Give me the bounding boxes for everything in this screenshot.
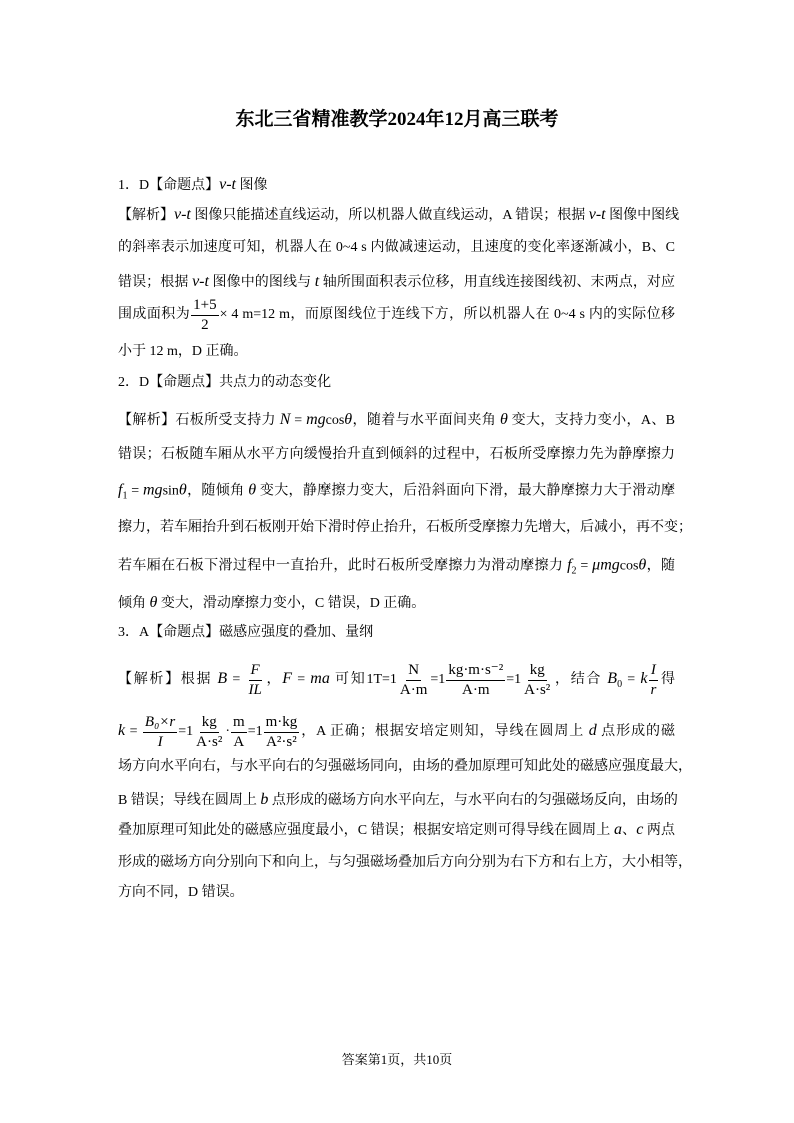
math-fraction [522,662,552,698]
math-fraction [446,662,505,698]
text-run: 叠加原理可知此处的磁感应强度最小，C 错误；根据安培定则可得导线在圆周上 [118,823,614,838]
text-run: 两点 [643,823,675,838]
text-run: 变大，静摩擦力变大，后沿斜面向下滑，最大静摩擦力大于滑动摩 [256,483,675,499]
math-variable: θ [178,481,187,499]
text-run: × 4 m=12 m，而原图线位于连线下方，所以机器人在 0~4 s 内的实际位移 [219,307,676,323]
text-run: 图像中的图线与 [208,275,315,290]
text-run: 图像只能描述直线运动，所以机器人做直线运动，A 错误；根据 [190,208,589,223]
text-line [118,206,680,223]
math-variable: f [118,481,123,499]
text-run: · [225,724,231,740]
text-run: 变大，支持力变小，A、B [507,413,676,428]
text-run: = [227,672,246,688]
text-run: cos [619,558,639,574]
math-variable: ma [310,670,330,688]
math-fraction [143,714,177,750]
text-run: 得 [659,672,676,688]
fraction-numerator: B₀×r [143,714,177,733]
text-run: 小于 12 m，D 正确。 [118,344,248,359]
text-run: ，随着与水平面间夹角 [352,413,500,428]
math-variable: c [636,821,644,838]
text-run: sin [162,483,179,499]
text-line [118,595,675,611]
text-run: 变大，滑动摩擦力变小，C 错误，D 正确。 [157,596,426,611]
math-variable: θ [344,411,353,428]
text-run: =1 [506,672,522,688]
text-run: 围成面积为 [118,307,191,323]
math-variable: b [260,791,269,808]
text-run: 、 [621,823,637,838]
text-line [118,448,675,462]
text-run: ，随 [646,558,676,574]
text-run: 若车厢在石板下滑过程中一直抬升，此时石板所受摩擦力为滑动摩擦力 [118,558,568,574]
text-run: 错误；石板随车厢从水平方向缓慢抬升直到倾斜的过程中，石板所受摩擦力先为静摩擦力 [118,447,675,462]
question-heading [118,376,675,390]
math-variable: v-t [588,206,606,223]
text-run: B 错误；导线在圆周上 [118,793,261,808]
text-line [118,520,692,535]
math-fraction [246,662,263,698]
text-line [118,297,675,333]
math-variable: N [279,411,291,428]
math-variable: v-t [219,176,236,193]
math-variable: k [640,670,648,688]
text-run: 错误；根据 [118,275,193,290]
math-variable: mg [306,411,326,428]
fraction-denominator: 2 [201,316,209,333]
math-fraction [398,662,430,698]
math-subscript: 0 [617,679,623,691]
math-variable: v-t [174,206,191,223]
math-variable: θ [638,556,647,574]
text-line [118,759,692,774]
math-variable: θ [248,481,257,499]
math-variable: θ [149,594,158,611]
page-title: 东北三省精准教学2024年12月高三联考 [235,109,559,130]
text-line [118,791,678,808]
fraction-denominator: I [157,733,163,750]
text-run: 1．D【命题点】 [118,178,220,193]
text-run: 倾角 [118,596,150,611]
fraction-numerator: 1+5 [191,297,218,316]
text-run: 图像中图线 [605,208,680,223]
math-variable: f [567,556,572,574]
text-run: 图像 [236,178,268,193]
fraction-denominator: A·m [462,681,490,698]
fraction-numerator: kg [528,662,547,681]
math-fraction [648,662,658,698]
text-run: 形成的磁场方向分别向下和向上，与匀强磁场叠加后方向分别为右下方和右上方，大小相等， [118,855,692,870]
text-run: = [290,413,307,428]
question-heading [118,626,675,640]
fraction-denominator: A·s² [524,681,551,698]
text-run: = [127,483,143,499]
text-run: = [622,672,641,688]
text-run: 【解析】 [118,208,174,223]
math-variable: mg [143,481,163,499]
text-run: =1 [247,724,263,740]
math-fraction [231,714,247,750]
fraction-denominator: r [650,681,657,698]
text-run: 点形成的磁 [596,724,675,740]
math-fraction [194,714,224,750]
text-run: ，随倾角 [186,483,249,499]
math-subscript: 2 [571,565,577,577]
text-run: 擦力，若车厢抬升到石板刚开始下滑时停止抬升，石板所受摩擦力先增大，后减小，再不变； [118,520,692,535]
fraction-numerator: kg·m·s⁻² [446,662,505,681]
math-variable: a [613,821,622,838]
fraction-numerator: m [231,714,247,733]
text-run: 方向不同，D 错误。 [118,885,244,900]
text-line [118,855,692,870]
fraction-numerator: N [406,662,421,681]
text-run: 【解析】石板所受支持力 [118,413,280,428]
text-run: ，A 正确；根据安培定则知，导线在圆周上 [300,724,589,740]
fraction-denominator: A [233,733,245,750]
text-run: 场方向水平向右，与水平向右的匀强磁场同向，由场的叠加原理可知此处的磁感应强度最大， [118,759,692,774]
text-line [118,483,675,502]
text-run: 的斜率表示加速度可知，机器人在 0~4 s 内做减速运动，且速度的变化率逐渐减小，B、C [118,240,675,255]
text-run: = [576,558,593,574]
math-variable: B [607,670,618,688]
fraction-denominator: A·m [399,681,428,698]
text-line [118,558,675,577]
text-line [118,274,675,290]
math-variable: d [588,722,597,740]
math-variable: k [118,722,126,740]
math-variable: v-t [192,273,209,290]
text-run: 【解析】根据 [118,672,218,688]
text-line [118,714,675,750]
text-line [118,662,675,698]
text-line [118,241,675,255]
text-line [118,412,675,428]
text-run: ，结合 [553,672,608,688]
text-line [118,886,675,900]
math-variable: F [282,670,292,688]
fraction-numerator: I [649,662,658,681]
math-variable: B [217,670,228,688]
text-line [118,345,675,359]
math-variable: θ [499,411,508,428]
math-fraction [264,714,300,750]
fraction-numerator: F [249,662,262,681]
text-run: 轴所围面积表示位移，用直线连接图线初、末两点，对应 [319,275,676,290]
math-variable: t [314,273,320,290]
text-run: 3．A【命题点】磁感应强度的叠加、量纲 [118,625,374,640]
text-run: = [125,724,142,740]
page-footer: 答案第1页，共10页 [341,1052,453,1067]
fraction-numerator: m·kg [264,714,300,733]
math-fraction [191,297,218,333]
math-subscript: 1 [122,490,128,502]
text-run: = [292,672,311,688]
text-run: 2．D【命题点】共点力的动态变化 [118,375,332,390]
math-variable: μmg [592,556,620,574]
text-run: 可知1T=1 [329,672,397,688]
fraction-denominator: A·s² [196,733,223,750]
text-run: =1 [178,724,194,740]
text-run: ， [264,672,283,688]
fraction-numerator: kg [200,714,219,733]
text-line [118,822,675,838]
text-run: =1 [430,672,446,688]
question-heading [118,177,675,193]
fraction-denominator: A²·s² [266,733,297,750]
fraction-denominator: IL [248,681,262,698]
text-run: cos [325,413,345,428]
text-run: 点形成的磁场方向水平向左，与水平向右的匀强磁场反向，由场的 [268,793,678,808]
